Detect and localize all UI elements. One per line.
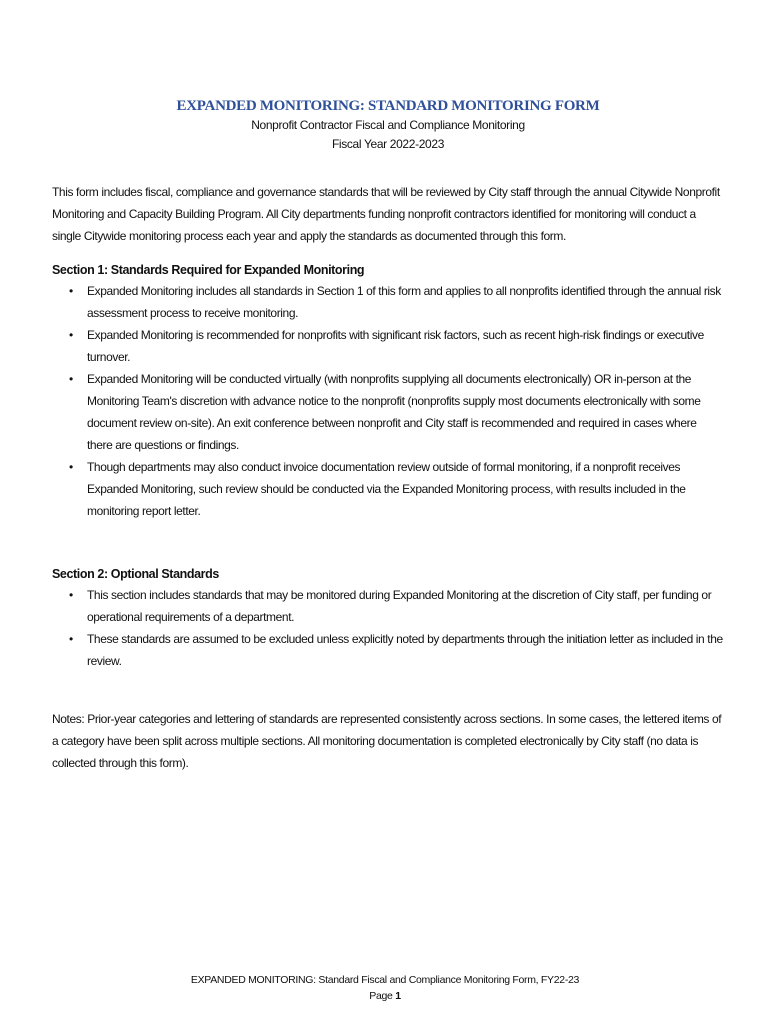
footer-form-name: EXPANDED MONITORING: Standard Fiscal and Compliance Monitoring Form, FY22-23 <box>190 974 580 986</box>
list-item-text: Though departments may also conduct invoice documentation review outside of formal monitoring, if a nonprofit receives Expanded Monitoring, such review should be conducted via the Expanded Monitoring process, with results included in the monitoring report letter. <box>87 460 686 518</box>
section-2-heading: Section 2: Optional Standards <box>52 567 219 581</box>
bullet-icon: • <box>69 328 73 342</box>
document-title: EXPANDED MONITORING: STANDARD MONITORING FORM <box>176 98 600 114</box>
intro-paragraph: This form includes fiscal, compliance and governance standards that will be reviewed by City staff through the annual Citywide Nonprofit Monitoring and Capacity Building Program. All City departments funding nonprofit contractors identified for monitoring will conduct a single Citywide monitoring process each year and apply the standards as documented through this form. <box>52 185 720 243</box>
list-item <box>52 368 724 456</box>
list-item <box>52 324 724 368</box>
list-item <box>52 280 724 324</box>
list-item <box>52 456 724 522</box>
bullet-icon: • <box>69 372 73 386</box>
list-item <box>52 628 724 672</box>
section-1-list <box>52 280 724 522</box>
document-body <box>52 96 724 774</box>
page-footer <box>0 972 770 1004</box>
list-item-text: Expanded Monitoring is recommended for nonprofits with significant risk factors, such as recent high-risk findings or executive turnover. <box>87 328 704 364</box>
section-2-list <box>52 584 724 672</box>
list-item-text: Expanded Monitoring includes all standards in Section 1 of this form and applies to all nonprofits identified through the annual risk assessment process to receive monitoring. <box>87 284 721 320</box>
page-label: Page <box>369 990 393 1002</box>
fiscal-year: Fiscal Year 2022-2023 <box>331 137 445 151</box>
page-number: 1 <box>395 990 401 1002</box>
bullet-icon: • <box>69 460 73 474</box>
bullet-icon: • <box>69 632 73 646</box>
bullet-icon: • <box>69 284 73 298</box>
list-item <box>52 584 724 628</box>
list-item-text: Expanded Monitoring will be conducted virtually (with nonprofits supplying all documents electronically) OR in-person at the Monitoring Team's discretion with advance notice to the nonprofit (nonprofits supply most documents electronically with some document review on-site). An exit conference between nonprofit and City staff is recommended and required in cases where there are questions or findings. <box>87 372 701 452</box>
document-subtitle: Nonprofit Contractor Fiscal and Compliance Monitoring <box>251 118 525 132</box>
page-indicator <box>0 988 770 1004</box>
list-item-text: This section includes standards that may be monitored during Expanded Monitoring at the discretion of City staff, per funding or operational requirements of a department. <box>87 588 712 624</box>
list-item-text: These standards are assumed to be excluded unless explicitly noted by departments through the initiation letter as included in the review. <box>87 632 723 668</box>
section-1-heading: Section 1: Standards Required for Expanded Monitoring <box>52 263 365 277</box>
section-2 <box>52 564 724 672</box>
document-header <box>52 96 724 154</box>
section-1 <box>52 260 724 522</box>
notes-paragraph: Notes: Prior-year categories and lettering of standards are represented consistently across sections. In some cases, the lettered items of a category have been split across multiple sections. All monitoring documentation is completed electronically by City staff (no data is collected through this form). <box>52 712 722 770</box>
bullet-icon: • <box>69 588 73 602</box>
